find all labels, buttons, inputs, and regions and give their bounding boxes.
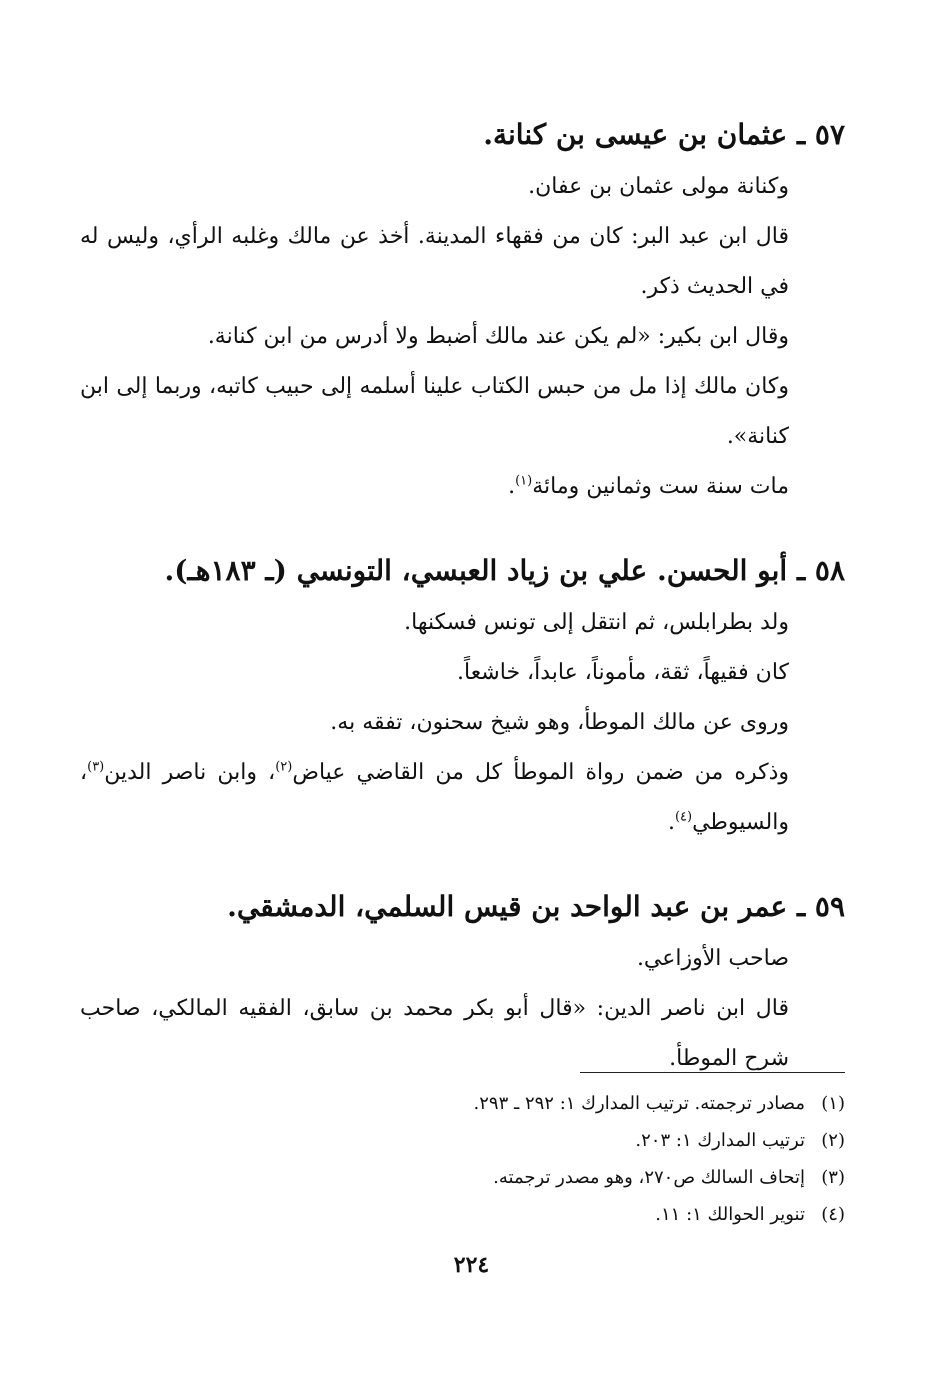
paragraph: وروى عن مالك الموطأ، وهو شيخ سحنون، تفقه به. <box>330 710 789 735</box>
paragraph: وقال ابن بكير: «لم يكن عند مالك أضبط ولا أدرس من ابن كنانة. <box>207 324 789 349</box>
paragraph-text: ، والسيوطي <box>80 760 789 835</box>
footnote <box>145 1159 845 1196</box>
paragraph: وذكره من ضمن رواة الموطأ كل من القاضي عياض$^{(٢)}$، وابن ناصر الدين$^{(٣)}$، والسيوطي$^{(٤)}$. <box>80 759 789 835</box>
paragraph: صاحب الأوزاعي. <box>636 946 789 971</box>
footnote-text: تنوير الحوالك ١: ١١. <box>655 1204 805 1225</box>
footnote <box>145 1196 845 1233</box>
footnote-text: إتحاف السالك ص٢٧٠، وهو مصدر ترجمته. <box>493 1167 805 1188</box>
footnote-ref[interactable]: (٣) <box>87 759 105 775</box>
footnote-ref[interactable]: (١) <box>515 473 533 489</box>
paragraph: وكنانة مولى عثمان بن عفان. <box>528 174 789 199</box>
main-text <box>80 110 845 1118</box>
paragraph-text: وذكره من ضمن رواة الموطأ كل من القاضي عياض <box>292 760 789 785</box>
footnotes <box>145 1085 845 1233</box>
footnote-number: (٢) <box>821 1130 845 1151</box>
entry-heading: ٥٨ ـ أبو الحسن. علي بن زياد العبسي، التونسي (ـ ١٨٣هـ). <box>164 554 845 587</box>
paragraph: قال ابن عبد البر: كان من فقهاء المدينة. أخذ عن مالك وغلبه الرأي، وليس له في الحديث ذكر. <box>80 224 789 299</box>
footnote-ref[interactable]: (٤) <box>674 809 693 825</box>
entry-57 <box>80 110 845 512</box>
entry-59 <box>80 882 845 1084</box>
paragraph: ولد بطرابلس، ثم انتقل إلى تونس فسكنها. <box>404 610 789 635</box>
paragraph-text: ، وابن ناصر الدين <box>104 760 276 785</box>
footnote-divider <box>580 1072 845 1073</box>
paragraph: وكان مالك إذا مل من حبس الكتاب علينا أسلمه إلى حبيب كاتبه، وربما إلى ابن كنانة». <box>80 374 789 449</box>
paragraph-text: مات سنة ست وثمانين ومائة <box>532 474 789 499</box>
footnote-ref[interactable]: (٢) <box>275 759 293 775</box>
footnote <box>145 1122 845 1159</box>
entry-heading: ٥٧ ـ عثمان بن عيسى بن كنانة. <box>483 118 845 151</box>
footnote-text: مصادر ترجمته. ترتيب المدارك ١: ٢٩٢ ـ ٢٩٣. <box>473 1093 805 1114</box>
paragraph: كان فقيهاً، ثقة، مأموناً، عابداً، خاشعاً. <box>457 660 789 685</box>
entry-heading: ٥٩ ـ عمر بن عبد الواحد بن قيس السلمي، الدمشقي. <box>227 890 845 923</box>
entry-58 <box>80 546 845 848</box>
paragraph: قال ابن ناصر الدين: «قال أبو بكر محمد بن سابق، الفقيه المالكي، صاحب شرح الموطأ. <box>80 996 789 1071</box>
footnote-number: (٤) <box>821 1204 845 1225</box>
footnote-number: (٣) <box>821 1167 845 1188</box>
footnote <box>145 1085 845 1122</box>
footnote-number: (١) <box>821 1093 845 1114</box>
paragraph: مات سنة ست وثمانين ومائة$^{(١)}$. <box>508 473 789 499</box>
footnote-text: ترتيب المدارك ١: ٢٠٣. <box>635 1130 805 1151</box>
page-number: ٢٢٤ <box>453 1252 490 1278</box>
